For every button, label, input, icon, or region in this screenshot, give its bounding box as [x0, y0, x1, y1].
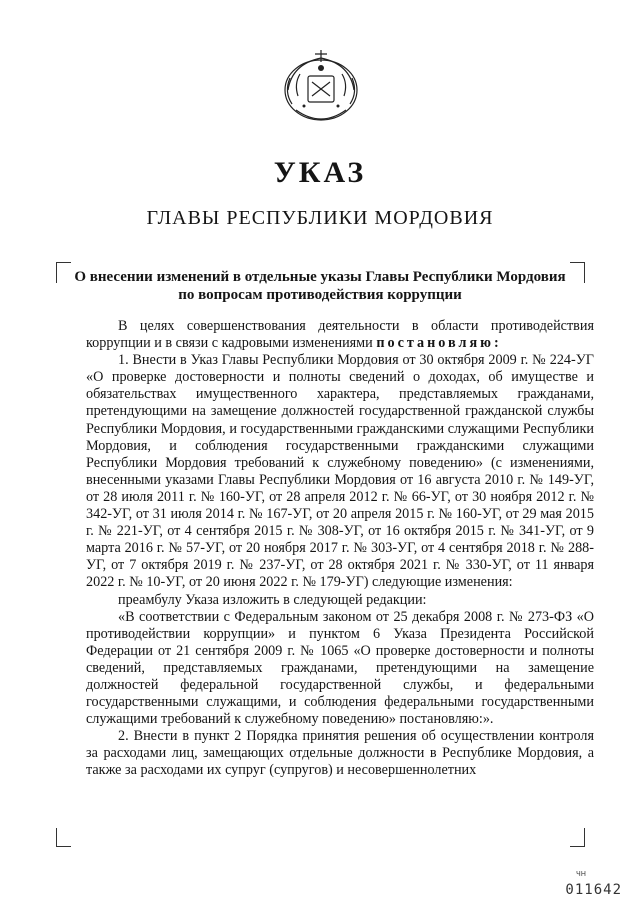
- corner-mark-top-left: [56, 262, 71, 283]
- decree-word: постановляю:: [376, 335, 502, 352]
- document-body: [86, 318, 594, 780]
- corner-mark-bottom-right: [570, 828, 585, 847]
- serial-number: 011642: [565, 882, 622, 898]
- corner-mark-bottom-left: [56, 828, 71, 847]
- document-title-line2: по вопросам противодействия коррупции: [178, 287, 462, 303]
- serial-prefix: ЧН: [575, 870, 586, 878]
- document-title: [70, 268, 570, 304]
- document-title-line1: О внесении изменений в отдельные указы Главы Республики Мордовия: [74, 269, 566, 285]
- decree-subheading: ГЛАВЫ РЕСПУБЛИКИ МОРДОВИЯ: [146, 207, 494, 229]
- item1-paragraph: 1. Внести в Указ Главы Республики Мордовия от 30 октября 2009 г. № 224-УГ «О проверке достоверности и полноты сведений о доходах, об имуществе и обязательствах имущественного характера, представляемых гражданами, претендующими на замещение должностей государственной гражданской службы Республики Мордовия, и государственными гражданскими служащими Республики Мордовия, и соблюдения государственными гражданскими служащими Республики Мордовия требований к служебному поведению» (с изменениями, внесенными указами Главы Республики Мордовия от 16 августа 2010 г. № 149-УГ, от 28 июля 2011 г. № 160-УГ, от 28 апреля 2012 г. № 66-УГ, от 30 ноября 2012 г. № 342-УГ, от 31 июля 2014 г. № 167-УГ, от 20 апреля 2015 г. № 160-УГ, от 29 мая 2015 г. № 221-УГ, от 4 сентября 2015 г. № 308-УГ, от 16 октября 2015 г. № 341-УГ, от 9 марта 2016 г. № 57-УГ, от 20 ноября 2017 г. № 303-УГ, от 4 сентября 2018 г. № 288-УГ, от 7 октября 2019 г. № 237-УГ, от 28 октября 2021 г. № 330-УГ, от 11 января 2022 г. № 10-УГ, от 20 июня 2022 г. № 179-УГ) следующие изменения:: [86, 352, 594, 591]
- corner-mark-top-right: [570, 262, 585, 283]
- preamble-paragraph: [86, 318, 594, 352]
- republic-emblem-icon: [278, 44, 364, 128]
- quote-paragraph: «В соответствии с Федеральным законом от 25 декабря 2008 г. № 273-ФЗ «О противодействии коррупции» и пунктом 6 Указа Президента Российской Федерации от 21 сентября 2009 г. № 1065 «О проверке достоверности и полноты сведений, представляемых гражданами, претендующими на замещение должностей федеральной государственной службы, и федеральными государственными служащими, и соблюдения федеральными государственными служащими требований к служебному поведению» постановляю:».: [86, 608, 594, 728]
- decree-heading: УКАЗ: [273, 156, 367, 189]
- preamble-text: В целях совершенствования деятельности в области противодействия коррупции и в связи с кадровыми изменениями: [86, 318, 594, 352]
- item1-sub-paragraph: преамбулу Указа изложить в следующей редакции:: [118, 591, 427, 608]
- item2-paragraph: 2. Внести в пункт 2 Порядка принятия решения об осуществлении контроля за расходами лиц, замещающих отдельные должности в Республике Мордовия, а также за расходами их супруг (супругов) и несовершеннолетних: [86, 728, 594, 779]
